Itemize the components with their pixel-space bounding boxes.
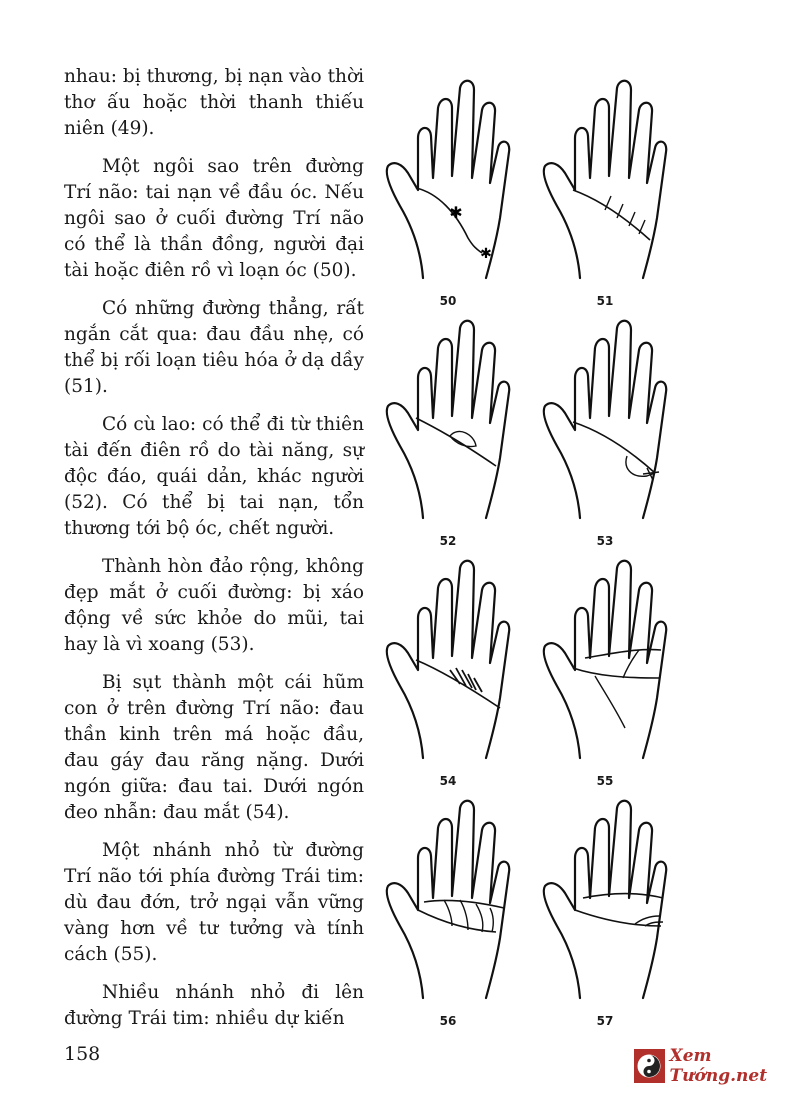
paragraph-7: Một nhánh nhỏ từ đường Trí não tới phía đường Trái tim: dù đau đớn, trở ngại vẫn vững vàng hơn về tư tưởng và tính cách (55). bbox=[64, 840, 364, 965]
figure-label-55: 55 bbox=[596, 774, 614, 788]
palm-figure-56 bbox=[378, 798, 548, 1028]
paragraph-3: Có những đường thẳng, rất ngắn cắt qua: đau đầu nhẹ, có thể bị rối loạn tiêu hóa ở dạ dầy (51). bbox=[64, 298, 364, 397]
site-logo bbox=[634, 1046, 800, 1086]
page-number: 158 bbox=[64, 1043, 101, 1065]
palm-figure-55 bbox=[535, 558, 705, 788]
logo-text: Xem Tướng.net bbox=[669, 1046, 768, 1086]
body-text bbox=[64, 64, 364, 1044]
svg-text:✱: ✱ bbox=[480, 246, 492, 262]
paragraph-1: nhau: bị thương, bị nạn vào thời thơ ấu hoặc thời thanh thiếu niên (49). bbox=[64, 66, 364, 139]
paragraph-5: Thành hòn đảo rộng, không đẹp mắt ở cuối đường: bị xáo động về sức khỏe do mũi, tai hay là vì xoang (53). bbox=[64, 556, 364, 655]
palm-figure-51 bbox=[535, 78, 705, 308]
svg-text:✱: ✱ bbox=[449, 203, 463, 222]
palm-figure-57 bbox=[535, 798, 705, 1028]
palm-figures bbox=[370, 0, 800, 1040]
yin-yang-icon bbox=[634, 1049, 665, 1083]
palm-figure-50 bbox=[378, 78, 548, 308]
palm-figure-54 bbox=[378, 558, 548, 788]
figure-label-51: 51 bbox=[596, 294, 614, 308]
paragraph-2: Một ngôi sao trên đường Trí não: tai nạn về đầu óc. Nếu ngôi sao ở cuối đường Trí não có thể là thần đồng, người đại tài hoặc điên rồ vì loạn óc (50). bbox=[64, 156, 364, 281]
figure-label-50: 50 bbox=[439, 294, 457, 308]
palm-figure-52 bbox=[378, 318, 548, 548]
figure-label-54: 54 bbox=[439, 774, 457, 788]
palm-figure-53 bbox=[535, 318, 705, 548]
paragraph-4: Có cù lao: có thể đi từ thiên tài đến điên rồ do tài năng, sự độc đáo, quái dản, khác người (52). Có thể bị tai nạn, tổn thương tới bộ óc, chết người. bbox=[64, 414, 364, 539]
figure-label-52: 52 bbox=[439, 534, 457, 548]
figure-label-57: 57 bbox=[596, 1014, 614, 1028]
paragraph-6: Bị sụt thành một cái hũm con ở trên đường Trí não: đau thần kinh trên má hoặc đầu, đau gáy đau răng nặng. Dưới ngón giữa: đau tai. Dưới ngón đeo nhẫn: đau mắt (54). bbox=[64, 672, 364, 823]
figure-label-56: 56 bbox=[439, 1014, 457, 1028]
figure-label-53: 53 bbox=[596, 534, 614, 548]
paragraph-8: Nhiều nhánh nhỏ đi lên đường Trái tim: nhiều dự kiến bbox=[64, 982, 364, 1029]
